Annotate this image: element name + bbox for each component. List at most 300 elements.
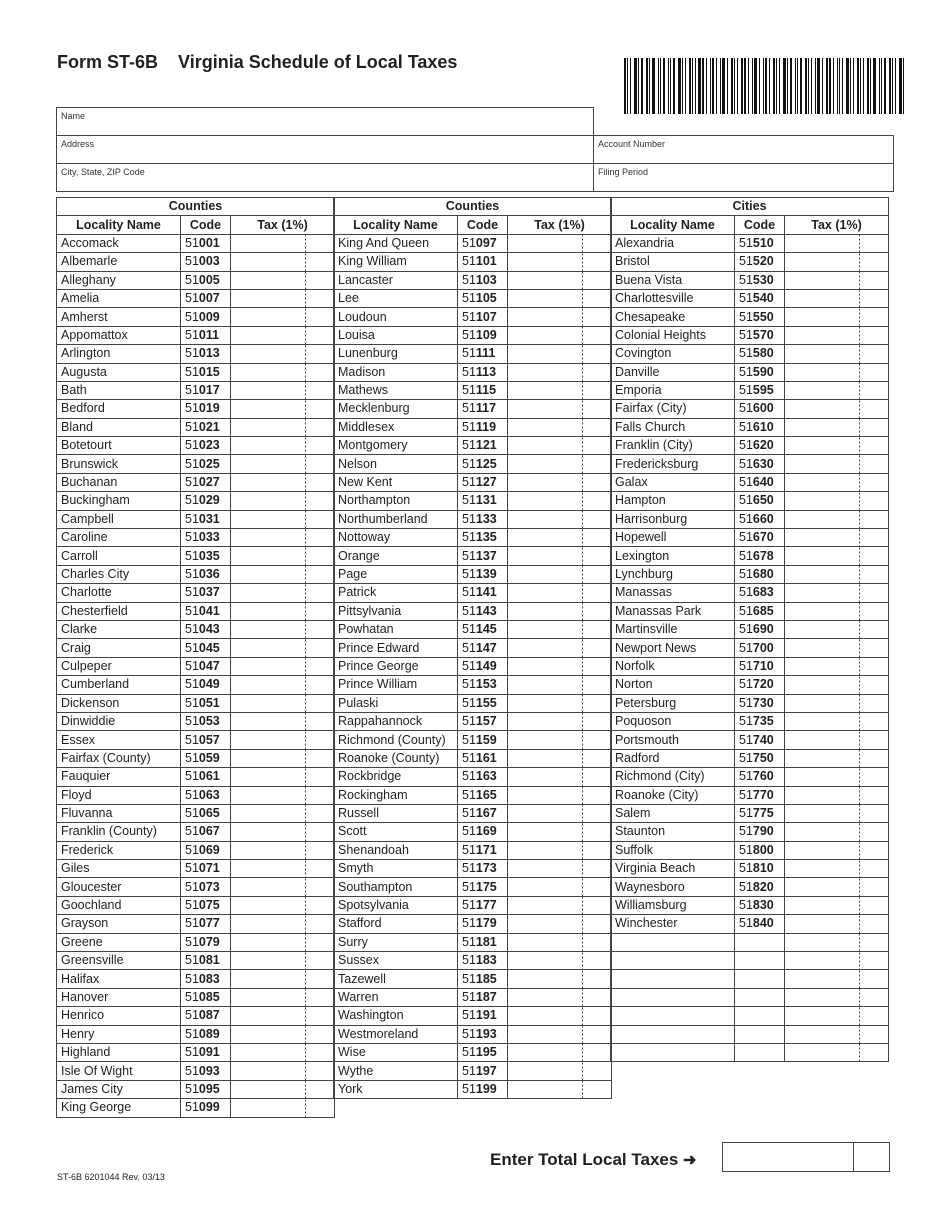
tax-amount-input[interactable] <box>231 786 335 804</box>
tax-amount-input[interactable] <box>785 510 889 528</box>
tax-amount-input[interactable] <box>231 234 335 252</box>
tax-amount-input[interactable] <box>508 970 612 988</box>
locality-code <box>181 657 231 675</box>
tax-amount-input[interactable] <box>231 676 335 694</box>
tax-amount-input[interactable] <box>231 381 335 399</box>
tax-amount-input[interactable] <box>785 565 889 583</box>
barcode-bar <box>800 58 802 114</box>
barcode-bar <box>658 58 659 114</box>
tax-amount-input[interactable] <box>508 676 612 694</box>
name-field[interactable] <box>56 107 594 136</box>
table-row <box>57 565 335 583</box>
tax-amount-input[interactable] <box>508 620 612 638</box>
tax-amount-input[interactable] <box>785 915 889 933</box>
tax-amount-input[interactable] <box>231 823 335 841</box>
filing-period-field[interactable] <box>593 163 894 192</box>
code-suffix: 153 <box>475 677 497 692</box>
locality-name <box>611 400 735 418</box>
tax-amount-input[interactable] <box>508 933 612 951</box>
code-suffix: 133 <box>475 511 497 526</box>
tax-amount-input[interactable] <box>508 437 612 455</box>
tax-amount-input[interactable] <box>785 804 889 822</box>
tax-amount-input[interactable] <box>785 676 889 694</box>
counties-table-2 <box>333 197 612 1099</box>
table-row <box>57 712 335 730</box>
tax-amount-input[interactable] <box>785 694 889 712</box>
tax-amount-input[interactable] <box>508 510 612 528</box>
tax-amount-input[interactable] <box>785 620 889 638</box>
tax-amount-input[interactable] <box>231 878 335 896</box>
locality-name <box>611 804 735 822</box>
code-suffix: 081 <box>198 953 220 968</box>
tax-amount-input[interactable] <box>508 547 612 565</box>
tax-amount-input[interactable] <box>508 860 612 878</box>
locality-name-text: Arlington <box>61 346 111 361</box>
locality-name-text: Buena Vista <box>615 272 683 287</box>
tax-amount-input[interactable] <box>785 933 889 951</box>
tax-amount-input[interactable] <box>785 326 889 344</box>
tax-amount-input[interactable] <box>785 492 889 510</box>
table-row <box>334 547 612 565</box>
locality-name-text: Manassas <box>615 585 672 600</box>
table-row <box>334 952 612 970</box>
tax-amount-input[interactable] <box>231 271 335 289</box>
code-prefix: 51 <box>185 364 199 379</box>
tax-amount-input[interactable] <box>231 529 335 547</box>
code-prefix: 51 <box>185 806 199 821</box>
barcode-bar <box>808 58 809 114</box>
tax-amount-input[interactable] <box>508 1025 612 1043</box>
locality-name-text: Rockbridge <box>338 769 402 784</box>
tax-amount-input[interactable] <box>785 308 889 326</box>
locality-code <box>181 823 231 841</box>
code-suffix: 520 <box>752 254 774 269</box>
tax-amount-input[interactable] <box>785 473 889 491</box>
locality-name <box>611 308 735 326</box>
tax-amount-input[interactable] <box>785 749 889 767</box>
locality-name <box>57 418 181 436</box>
locality-name <box>334 749 458 767</box>
code-prefix: 51 <box>462 272 476 287</box>
barcode-bar <box>741 58 743 114</box>
tax-amount-input[interactable] <box>231 510 335 528</box>
tax-amount-input[interactable] <box>231 749 335 767</box>
tax-amount-input[interactable] <box>508 731 612 749</box>
tax-amount-input[interactable] <box>231 418 335 436</box>
locality-name <box>57 529 181 547</box>
tax-amount-input[interactable] <box>508 988 612 1006</box>
code-prefix: 51 <box>739 530 753 545</box>
table-row <box>334 492 612 510</box>
table-row <box>334 749 612 767</box>
locality-code <box>735 510 785 528</box>
tax-amount-input[interactable] <box>231 565 335 583</box>
tax-amount-input[interactable] <box>785 289 889 307</box>
table-row <box>611 473 889 491</box>
tax-amount-input[interactable] <box>508 823 612 841</box>
table-row <box>611 1025 889 1043</box>
locality-code <box>735 878 785 896</box>
locality-name <box>57 1062 181 1080</box>
tax-amount-input[interactable] <box>508 952 612 970</box>
locality-name-text: Russell <box>338 806 379 821</box>
tax-amount-input[interactable] <box>785 253 889 271</box>
tax-amount-input[interactable] <box>231 400 335 418</box>
locality-name-text: Scott <box>338 824 367 839</box>
total-local-taxes-input[interactable] <box>722 1142 890 1172</box>
locality-name-text: Radford <box>615 750 660 765</box>
tax-amount-input[interactable] <box>785 437 889 455</box>
code-prefix: 51 <box>462 842 476 857</box>
locality-name <box>611 363 735 381</box>
code-suffix: 730 <box>752 695 774 710</box>
table-row <box>57 363 335 381</box>
code-suffix: 127 <box>475 475 497 490</box>
locality-code <box>181 952 231 970</box>
tax-amount-input[interactable] <box>785 363 889 381</box>
locality-code <box>735 271 785 289</box>
code-suffix: 035 <box>198 548 220 563</box>
tax-amount-input[interactable] <box>231 1007 335 1025</box>
locality-name-text: Isle Of Wight <box>61 1063 133 1078</box>
locality-code <box>181 308 231 326</box>
tax-amount-input[interactable] <box>231 970 335 988</box>
tax-amount-input[interactable] <box>508 289 612 307</box>
locality-code <box>735 1025 785 1043</box>
tax-amount-input[interactable] <box>785 639 889 657</box>
barcode-bar <box>829 58 831 114</box>
tax-amount-input[interactable] <box>508 529 612 547</box>
code-suffix: 650 <box>752 493 774 508</box>
code-suffix: 750 <box>752 750 774 765</box>
locality-name <box>334 712 458 730</box>
barcode-bar <box>660 58 661 114</box>
code-suffix: 019 <box>198 401 220 416</box>
tax-amount-input[interactable] <box>508 308 612 326</box>
tax-amount-input[interactable] <box>508 363 612 381</box>
locality-name <box>611 289 735 307</box>
tax-amount-input[interactable] <box>785 988 889 1006</box>
table-row <box>334 786 612 804</box>
locality-code <box>181 565 231 583</box>
tax-amount-input[interactable] <box>231 694 335 712</box>
code-suffix: 161 <box>475 750 497 765</box>
tax-amount-input[interactable] <box>231 915 335 933</box>
locality-name <box>334 841 458 859</box>
locality-code <box>181 896 231 914</box>
code-prefix: 51 <box>739 235 753 250</box>
tax-amount-input[interactable] <box>508 1043 612 1061</box>
tax-amount-input[interactable] <box>508 492 612 510</box>
table-row <box>334 1025 612 1043</box>
code-prefix: 51 <box>739 658 753 673</box>
tax-amount-input[interactable] <box>785 952 889 970</box>
locality-code <box>458 1043 508 1061</box>
code-prefix: 51 <box>185 1008 199 1023</box>
code-suffix: 700 <box>752 640 774 655</box>
tax-amount-input[interactable] <box>508 253 612 271</box>
code-suffix: 145 <box>475 622 497 637</box>
tax-amount-input[interactable] <box>231 308 335 326</box>
table-row <box>57 860 335 878</box>
tax-amount-input[interactable] <box>231 841 335 859</box>
tax-amount-input[interactable] <box>508 400 612 418</box>
tax-amount-input[interactable] <box>508 749 612 767</box>
tax-amount-input[interactable] <box>231 933 335 951</box>
barcode-bar <box>692 58 693 114</box>
locality-name-text: Prince William <box>338 677 418 692</box>
tax-amount-input[interactable] <box>231 253 335 271</box>
code-prefix: 51 <box>462 971 476 986</box>
locality-name <box>57 345 181 363</box>
table-row <box>57 234 335 252</box>
city-state-zip-field[interactable] <box>56 163 594 192</box>
tax-amount-input[interactable] <box>785 657 889 675</box>
code-suffix: 135 <box>475 530 497 545</box>
code-prefix: 51 <box>185 622 199 637</box>
code-suffix: 139 <box>475 567 497 581</box>
tax-amount-input[interactable] <box>785 1025 889 1043</box>
tax-amount-input[interactable] <box>231 602 335 620</box>
table-row <box>334 804 612 822</box>
tax-amount-input[interactable] <box>785 970 889 988</box>
tax-amount-input[interactable] <box>785 529 889 547</box>
tax-amount-input[interactable] <box>508 418 612 436</box>
tax-amount-input[interactable] <box>785 878 889 896</box>
locality-name <box>334 768 458 786</box>
tax-amount-input[interactable] <box>785 896 889 914</box>
table-row <box>611 418 889 436</box>
tax-amount-input[interactable] <box>785 841 889 859</box>
table-row <box>334 988 612 1006</box>
barcode-bar <box>850 58 851 114</box>
locality-code <box>735 326 785 344</box>
locality-code <box>458 271 508 289</box>
tax-amount-input[interactable] <box>785 768 889 786</box>
tax-amount-input[interactable] <box>231 1099 335 1117</box>
tax-amount-input[interactable] <box>231 455 335 473</box>
locality-name-text: Harrisonburg <box>615 511 688 526</box>
locality-name <box>334 952 458 970</box>
table-row <box>57 620 335 638</box>
tax-amount-input[interactable] <box>785 271 889 289</box>
tax-amount-input[interactable] <box>785 1007 889 1025</box>
tax-amount-input[interactable] <box>785 400 889 418</box>
tax-amount-input[interactable] <box>231 620 335 638</box>
code-suffix: 630 <box>752 456 774 471</box>
locality-name <box>611 639 735 657</box>
code-prefix: 51 <box>739 750 753 765</box>
barcode-bar <box>826 58 828 114</box>
tax-amount-input[interactable] <box>508 1080 612 1098</box>
tax-amount-input[interactable] <box>508 896 612 914</box>
tax-amount-input[interactable] <box>785 860 889 878</box>
locality-code <box>735 1043 785 1061</box>
locality-code <box>181 584 231 602</box>
tax-amount-input[interactable] <box>231 289 335 307</box>
code-prefix: 51 <box>739 401 753 416</box>
tax-amount-input[interactable] <box>508 271 612 289</box>
barcode-bar <box>722 58 725 114</box>
locality-name <box>334 289 458 307</box>
locality-code <box>458 1080 508 1098</box>
barcode-bar <box>754 58 757 114</box>
locality-code <box>181 234 231 252</box>
code-prefix: 51 <box>185 787 199 802</box>
code-header: Code <box>181 216 231 234</box>
table-row <box>611 988 889 1006</box>
tax-amount-input[interactable] <box>231 473 335 491</box>
code-prefix: 51 <box>739 327 753 342</box>
table-row <box>334 896 612 914</box>
tax-amount-input[interactable] <box>508 841 612 859</box>
tax-amount-input[interactable] <box>231 584 335 602</box>
locality-code <box>181 712 231 730</box>
tax-amount-input[interactable] <box>231 860 335 878</box>
code-prefix: 51 <box>185 585 199 600</box>
tax-amount-input[interactable] <box>231 896 335 914</box>
tax-amount-input[interactable] <box>508 694 612 712</box>
tax-amount-input[interactable] <box>508 1007 612 1025</box>
locality-code <box>181 915 231 933</box>
tax-amount-input[interactable] <box>785 712 889 730</box>
tax-amount-input[interactable] <box>785 602 889 620</box>
tax-amount-input[interactable] <box>231 712 335 730</box>
tax-amount-input[interactable] <box>231 1025 335 1043</box>
tax-amount-input[interactable] <box>508 915 612 933</box>
tax-amount-input[interactable] <box>231 345 335 363</box>
locality-name <box>334 308 458 326</box>
locality-name-text: Louisa <box>338 327 375 342</box>
tax-amount-input[interactable] <box>231 363 335 381</box>
table-row <box>334 970 612 988</box>
locality-name <box>57 952 181 970</box>
tax-amount-input[interactable] <box>231 988 335 1006</box>
right-arrow-icon: ➜ <box>683 1152 697 1169</box>
tax-amount-input[interactable] <box>231 547 335 565</box>
tax-amount-input[interactable] <box>508 473 612 491</box>
locality-code <box>458 657 508 675</box>
code-prefix: 51 <box>462 419 476 434</box>
barcode-bar <box>668 58 669 114</box>
locality-name-text: Patrick <box>338 585 377 600</box>
locality-code <box>181 768 231 786</box>
code-prefix: 51 <box>462 769 476 784</box>
locality-code <box>181 289 231 307</box>
tax-amount-input[interactable] <box>508 584 612 602</box>
locality-code <box>181 437 231 455</box>
locality-name-text: Washington <box>338 1008 404 1023</box>
tax-amount-input[interactable] <box>231 326 335 344</box>
code-suffix: 063 <box>198 787 220 802</box>
tax-amount-input[interactable] <box>231 768 335 786</box>
code-suffix: 073 <box>198 879 220 894</box>
tax-amount-input[interactable] <box>231 437 335 455</box>
table-row <box>334 510 612 528</box>
account-number-field[interactable] <box>593 135 894 164</box>
table-row <box>334 308 612 326</box>
barcode-bar <box>695 58 696 114</box>
tax-amount-input[interactable] <box>508 455 612 473</box>
tax-amount-input[interactable] <box>231 804 335 822</box>
locality-name-text: Craig <box>61 640 91 655</box>
tax-amount-input[interactable] <box>508 345 612 363</box>
code-suffix: 079 <box>198 934 220 949</box>
tax-amount-input[interactable] <box>785 345 889 363</box>
locality-code <box>735 455 785 473</box>
locality-code <box>458 345 508 363</box>
tax-amount-input[interactable] <box>508 565 612 583</box>
tax-amount-input[interactable] <box>231 657 335 675</box>
tax-amount-input[interactable] <box>785 823 889 841</box>
locality-code <box>458 823 508 841</box>
locality-name <box>334 878 458 896</box>
barcode-bar <box>678 58 681 114</box>
tax-amount-input[interactable] <box>508 878 612 896</box>
tax-amount-input[interactable] <box>508 639 612 657</box>
tax-amount-input[interactable] <box>231 1043 335 1061</box>
tax-header: Tax (1%) <box>231 216 335 234</box>
table-row <box>334 1007 612 1025</box>
locality-code <box>458 896 508 914</box>
code-suffix: 061 <box>198 769 220 784</box>
tax-amount-input[interactable] <box>508 712 612 730</box>
tax-amount-input[interactable] <box>231 731 335 749</box>
table-row <box>57 952 335 970</box>
address-field[interactable] <box>56 135 594 164</box>
locality-name <box>57 1025 181 1043</box>
tax-amount-input[interactable] <box>231 1062 335 1080</box>
tax-amount-input[interactable] <box>785 455 889 473</box>
locality-name <box>334 418 458 436</box>
tax-amount-input[interactable] <box>785 786 889 804</box>
total-label-text: Enter Total Local Taxes <box>490 1150 679 1169</box>
barcode-bar <box>853 58 854 114</box>
locality-code <box>181 547 231 565</box>
tax-amount-input[interactable] <box>231 492 335 510</box>
locality-name <box>57 988 181 1006</box>
tax-amount-input[interactable] <box>508 1062 612 1080</box>
tax-amount-input[interactable] <box>785 418 889 436</box>
tax-amount-input[interactable] <box>508 234 612 252</box>
code-prefix: 51 <box>462 548 476 563</box>
tax-amount-input[interactable] <box>508 768 612 786</box>
code-header: Code <box>735 216 785 234</box>
tax-amount-input[interactable] <box>785 234 889 252</box>
locality-code <box>181 381 231 399</box>
tax-amount-input[interactable] <box>785 584 889 602</box>
locality-name-text: Powhatan <box>338 622 394 637</box>
tax-amount-input[interactable] <box>231 952 335 970</box>
code-prefix: 51 <box>462 235 476 250</box>
tax-amount-input[interactable] <box>508 804 612 822</box>
table-row <box>57 1043 335 1061</box>
code-suffix: 830 <box>752 898 774 913</box>
tax-amount-input[interactable] <box>231 639 335 657</box>
table-row <box>611 749 889 767</box>
tax-amount-input[interactable] <box>785 547 889 565</box>
tax-amount-input[interactable] <box>508 657 612 675</box>
tax-amount-input[interactable] <box>508 326 612 344</box>
tax-amount-input[interactable] <box>231 1080 335 1098</box>
tax-amount-input[interactable] <box>785 1043 889 1061</box>
tax-amount-input[interactable] <box>508 786 612 804</box>
locality-name <box>611 1025 735 1043</box>
tax-amount-input[interactable] <box>785 381 889 399</box>
tax-amount-input[interactable] <box>508 381 612 399</box>
tax-amount-input[interactable] <box>508 602 612 620</box>
tax-amount-input[interactable] <box>785 731 889 749</box>
